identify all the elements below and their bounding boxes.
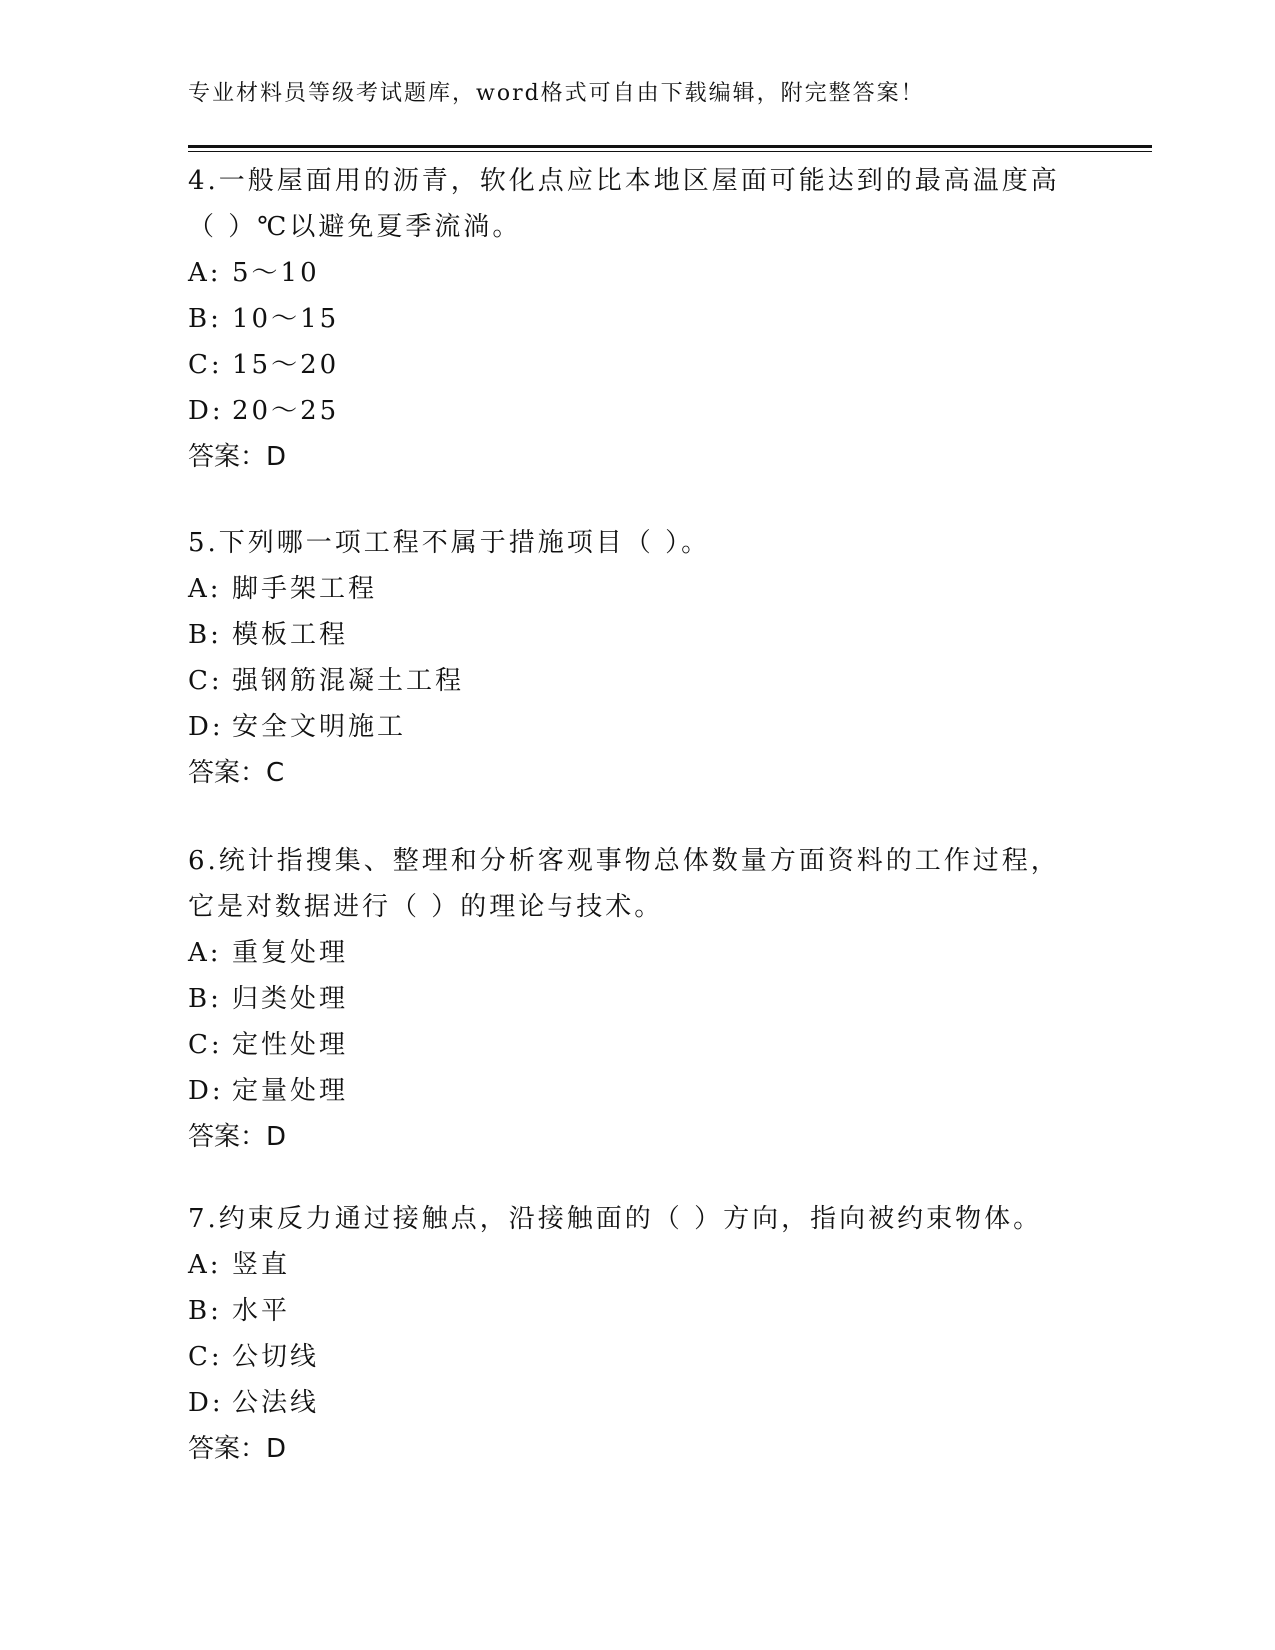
option-letter: D:	[188, 712, 224, 742]
option-letter: B:	[188, 984, 222, 1014]
option-letter: D:	[188, 396, 224, 426]
option-a	[188, 930, 1088, 976]
option-text: 公法线	[232, 1388, 320, 1418]
option-text: 定量处理	[232, 1076, 349, 1106]
question-stem-line: 它是对数据进行（ ）的理论与技术。	[188, 892, 664, 922]
option-letter: B:	[188, 304, 222, 334]
option-text: 归类处理	[232, 984, 349, 1014]
question-stem-line: 5.下列哪一项工程不属于措施项目（ ）。	[188, 528, 711, 558]
option-b	[188, 1288, 1088, 1334]
option-letter: C:	[188, 1342, 223, 1372]
option-letter: B:	[188, 1296, 222, 1326]
option-d	[188, 704, 1088, 750]
option-text: 模板工程	[232, 620, 349, 650]
option-text: 重复处理	[232, 938, 349, 968]
option-text: 15～20	[232, 350, 340, 380]
question-5	[188, 520, 1088, 796]
option-c	[188, 1022, 1088, 1068]
answer-line: 答案：D	[188, 1434, 287, 1464]
option-text: 10～15	[232, 304, 340, 334]
option-b	[188, 296, 1088, 342]
option-b	[188, 612, 1088, 658]
option-d	[188, 388, 1088, 434]
option-a	[188, 566, 1088, 612]
option-c	[188, 1334, 1088, 1380]
question-6	[188, 838, 1088, 1160]
option-letter: A:	[188, 258, 222, 288]
option-letter: D:	[188, 1388, 224, 1418]
option-text: 20～25	[232, 396, 340, 426]
option-text: 水平	[232, 1296, 291, 1326]
question-stem-line: （ ）℃以避免夏季流淌。	[188, 212, 522, 242]
option-letter: C:	[188, 666, 223, 696]
question-4	[188, 158, 1088, 480]
option-letter: A:	[188, 938, 222, 968]
option-d	[188, 1068, 1088, 1114]
option-letter: B:	[188, 620, 222, 650]
answer-line: 答案：D	[188, 1122, 287, 1152]
option-text: 竖直	[232, 1250, 291, 1280]
document-header: 专业材料员等级考试题库，word格式可自由下载编辑，附完整答案！	[188, 81, 925, 106]
answer-line: 答案：D	[188, 442, 287, 472]
option-text: 定性处理	[232, 1030, 349, 1060]
option-c	[188, 658, 1088, 704]
question-stem-line: 4.一般屋面用的沥青，软化点应比本地区屋面可能达到的最高温度高	[188, 166, 1060, 196]
question-stem-line: 7.约束反力通过接触点，沿接触面的（ ）方向，指向被约束物体。	[188, 1204, 1043, 1234]
question-stem-line: 6.统计指搜集、整理和分析客观事物总体数量方面资料的工作过程，	[188, 846, 1060, 876]
option-letter: A:	[188, 574, 222, 604]
option-letter: D:	[188, 1076, 224, 1106]
option-a	[188, 1242, 1088, 1288]
option-letter: C:	[188, 350, 223, 380]
option-letter: A:	[188, 1250, 222, 1280]
header-rule-thin	[188, 151, 1152, 152]
question-7	[188, 1196, 1088, 1472]
option-b	[188, 976, 1088, 1022]
option-text: 安全文明施工	[232, 712, 407, 742]
option-text: 脚手架工程	[232, 574, 378, 604]
option-letter: C:	[188, 1030, 223, 1060]
option-text: 公切线	[232, 1342, 320, 1372]
option-d	[188, 1380, 1088, 1426]
option-text: 强钢筋混凝土工程	[232, 666, 465, 696]
option-a	[188, 250, 1088, 296]
header-rule-thick	[188, 145, 1152, 148]
option-c	[188, 342, 1088, 388]
option-text: 5～10	[232, 258, 320, 288]
answer-line: 答案：C	[188, 758, 285, 788]
